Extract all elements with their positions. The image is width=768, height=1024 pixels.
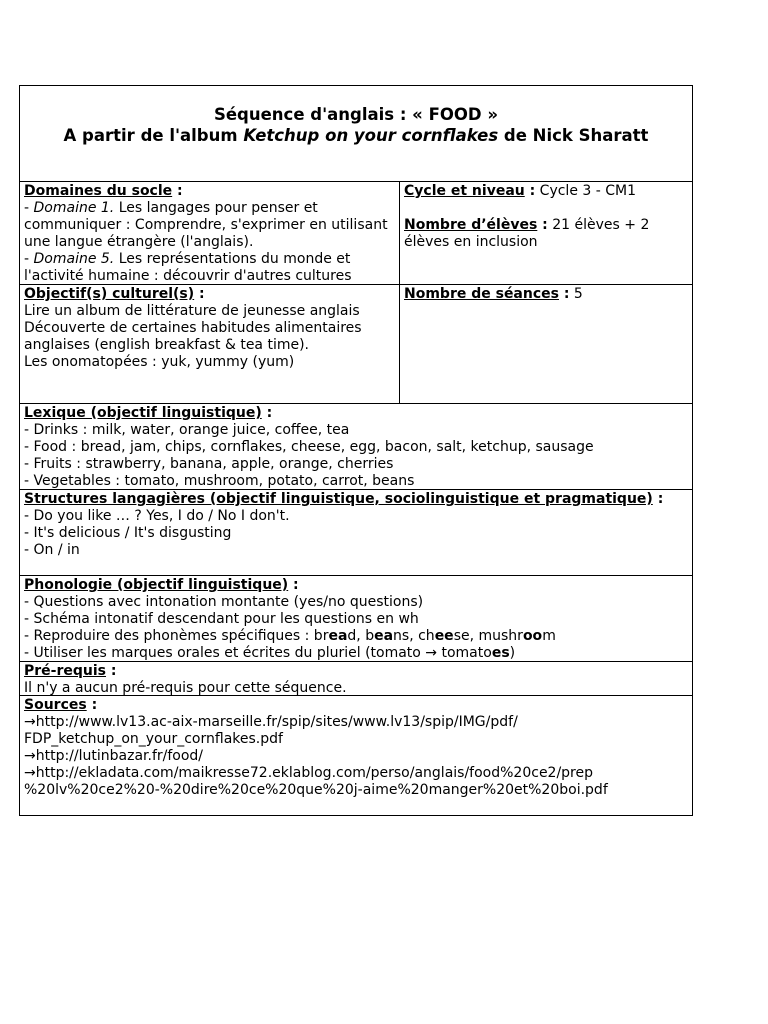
lexique-cell [20,404,692,489]
phonemes-line [24,628,688,645]
prerequis-colon: : [106,663,117,679]
prerequis-text: Il n'y a aucun pré-requis pour cette séquence. [24,680,347,696]
domaine-1-dash: - [24,200,34,216]
source-link[interactable]: →http://lutinbazar.fr/food/ [24,748,204,764]
lexique-colon: : [261,405,273,421]
phoneme-text: ns, ch [393,628,435,644]
pluriel-highlight: es [491,645,510,661]
domaine-5-label: Domaine 5. [33,251,115,267]
eleves-heading: Nombre d’élèves [404,217,538,233]
structure-line: - It's delicious / It's disgusting [24,525,232,541]
objectif-line: Les onomatopées : yuk, yummy (yum) [24,354,295,370]
phonologie-line: - Questions avec intonation montante (yes/no questions) [24,594,424,610]
source-link[interactable]: FDP_ketchup_on_your_cornflakes.pdf [24,731,283,747]
cycle-colon: : [524,183,536,199]
lexique-line: - Drinks : milk, water, orange juice, coffee, tea [24,422,350,438]
title-block [20,86,692,182]
phonologie-colon: : [288,577,299,593]
objectifs-cell [20,285,400,403]
album-prefix: A partir de l'album [63,126,244,145]
domaine-1 [24,200,395,251]
domaine-5 [24,251,395,285]
structures-cell [20,490,692,575]
domaine-1-text: Les langages pour penser et communiquer : Comprendre, s'exprimer en utilisant une langue étrangère (l'anglais). [24,200,388,250]
pluriel-text: - Utiliser les marques orales et écrites du pluriel (tomato → tomato [24,645,492,661]
sources-cell [20,696,692,815]
row-sources [20,696,692,815]
structures-heading: Structures langagières (objectif linguistique, sociolinguistique et pragmatique) [24,491,653,507]
phonologie-cell [20,576,692,661]
phoneme-text: se, mushr [453,628,523,644]
source-link[interactable]: →http://www.lv13.ac-aix-marseille.fr/spip/sites/www.lv13/spip/IMG/pdf/ [24,714,518,730]
cycle-heading: Cycle et niveau [404,183,525,199]
sources-colon: : [86,697,98,713]
source-link[interactable]: →http://ekladata.com/maikresse72.eklablog.com/perso/anglais/food%20ce2/prep [24,765,594,781]
domaine-1-label: Domaine 1. [33,200,115,216]
lexique-line: - Food : bread, jam, chips, cornflakes, cheese, egg, bacon, salt, ketchup, sausage [24,439,594,455]
sequence-title: Séquence d'anglais : « FOOD » [213,105,499,124]
domaine-5-dash: - [24,251,34,267]
phoneme-text: d, b [347,628,375,644]
seances-colon: : [558,286,570,302]
lexique-heading: Lexique (objectif linguistique) [24,405,262,421]
phoneme-highlight: ee [434,628,454,644]
album-author: de Nick Sharatt [498,126,649,145]
row-domaines [20,182,692,285]
cycle-value: Cycle 3 - CM1 [535,183,637,199]
domaines-heading: Domaines du socle [24,183,173,199]
domaine-5-text: Les représentations du monde et l'activité humaine : découvrir d'autres cultures [24,251,352,284]
album-line [20,125,692,146]
structures-colon: : [652,491,664,507]
structure-line: - Do you like … ? Yes, I do / No I don't. [24,508,290,524]
eleves-colon: : [537,217,548,233]
row-phonologie [20,576,692,662]
objectif-line: Découverte de certaines habitudes alimentaires anglaises (english breakfast & tea time). [24,320,362,353]
sources-heading: Sources [24,697,87,713]
objectifs-heading: Objectif(s) culturel(s) [24,286,195,302]
phonologie-heading: Phonologie (objectif linguistique) [24,577,289,593]
phonologie-line: - Schéma intonatif descendant pour les questions en wh [24,611,419,627]
phoneme-text: - Reproduire des phonèmes spécifiques : br [24,628,329,644]
album-title: Ketchup on your cornflakes [243,126,499,145]
prerequis-heading: Pré-requis [24,663,106,679]
lexique-line: - Fruits : strawberry, banana, apple, orange, cherries [24,456,394,472]
seances-cell [400,285,692,403]
phoneme-highlight: ea [374,628,394,644]
lexique-line: - Vegetables : tomato, mushroom, potato, carrot, beans [24,473,415,489]
sequence-sheet [19,85,693,816]
pluriel-text: ) [509,645,516,661]
phoneme-highlight: oo [522,628,543,644]
prerequis-cell [20,662,692,695]
row-structures [20,490,692,576]
row-objectifs [20,285,692,404]
row-prerequis [20,662,692,696]
seances-value: 5 [569,286,583,302]
objectif-line: Lire un album de littérature de jeunesse anglais [24,303,360,319]
row-lexique [20,404,692,490]
eleves-value: 21 élèves + 2 élèves en inclusion [404,217,650,250]
structure-line: - On / in [24,542,80,558]
seances-heading: Nombre de séances [404,286,559,302]
phoneme-highlight: ea [328,628,348,644]
domaines-cell [20,182,400,284]
pluriel-line [24,645,688,662]
domaines-colon: : [172,183,183,199]
source-link[interactable]: %20lv%20ce2%20-%20dire%20ce%20que%20j-aime%20manger%20et%20boi.pdf [24,782,608,798]
objectifs-colon: : [194,286,205,302]
cycle-cell [400,182,692,284]
phoneme-text: m [542,628,556,644]
